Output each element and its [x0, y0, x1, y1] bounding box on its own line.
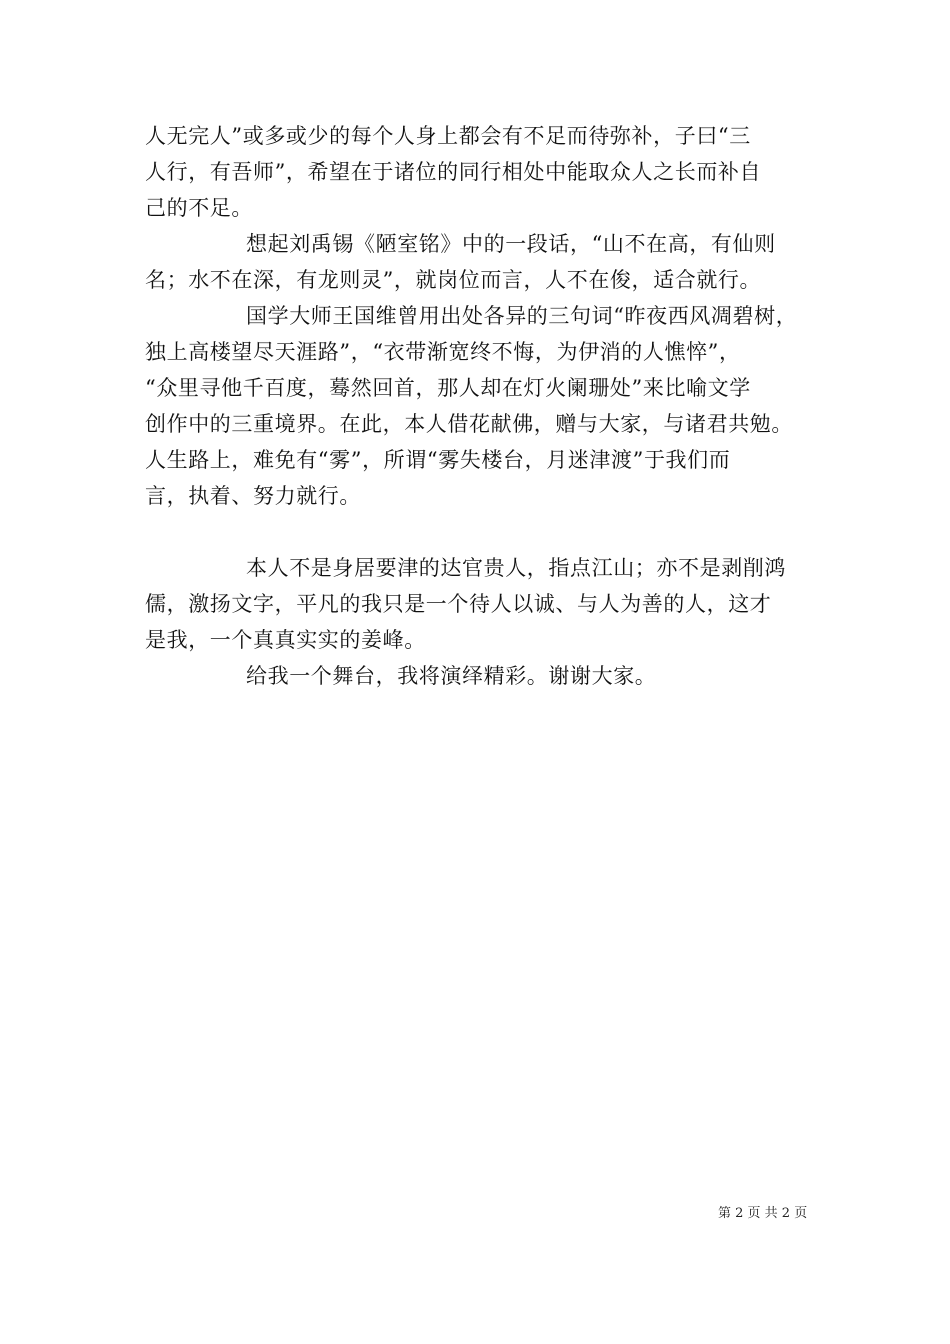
text-line: 给我一个舞台，我将演绎精彩。谢谢大家。	[246, 664, 657, 688]
paragraph	[145, 658, 815, 694]
text-line: 是我，一个真真实实的姜峰。	[145, 628, 426, 652]
text-line: 创作中的三重境界。在此，本人借花献佛，赠与大家，与诸君共勉。	[145, 412, 793, 436]
text-line: 儒，激扬文字，平凡的我只是一个待人以诚、与人为善的人，这才	[145, 592, 772, 616]
text-line	[145, 514, 815, 550]
document-body	[145, 118, 815, 694]
text-line: 想起刘禹锡《陋室铭》中的一段话，“山不在高，有仙则	[246, 232, 776, 256]
text-line: 名；水不在深，有龙则灵”，就岗位而言，人不在俊，适合就行。	[145, 268, 762, 292]
text-line: “众里寻他千百度，蓦然回首，那人却在灯火阑珊处”来比喻文学	[145, 376, 751, 400]
text-line: 本人不是身居要津的达官贵人，指点江山；亦不是剥削鸿	[246, 556, 786, 580]
text-line: 人生路上，难免有“雾”，所谓“雾失楼台，月迷津渡”于我们而	[145, 448, 731, 472]
text-line: 国学大师王国维曾用出处各异的三句词“昨夜西风凋碧树，	[246, 304, 798, 328]
page-number-footer: 第 2 页 共 2 页	[718, 1206, 808, 1221]
paragraph	[145, 550, 815, 658]
text-line: 人行，有吾师”，希望在于诸位的同行相处中能取众人之长而补自	[145, 160, 762, 184]
text-line: 己的不足。	[145, 196, 253, 220]
text-line: 人无完人”或多或少的每个人身上都会有不足而待弥补，子曰“三	[145, 124, 751, 148]
text-line: 独上高楼望尽天涯路”，“衣带渐宽终不悔，为伊消的人憔悴”，	[145, 340, 741, 364]
text-line: 言，执着、努力就行。	[145, 484, 361, 508]
paragraph	[145, 118, 815, 226]
paragraph	[145, 226, 815, 298]
paragraph	[145, 298, 815, 550]
